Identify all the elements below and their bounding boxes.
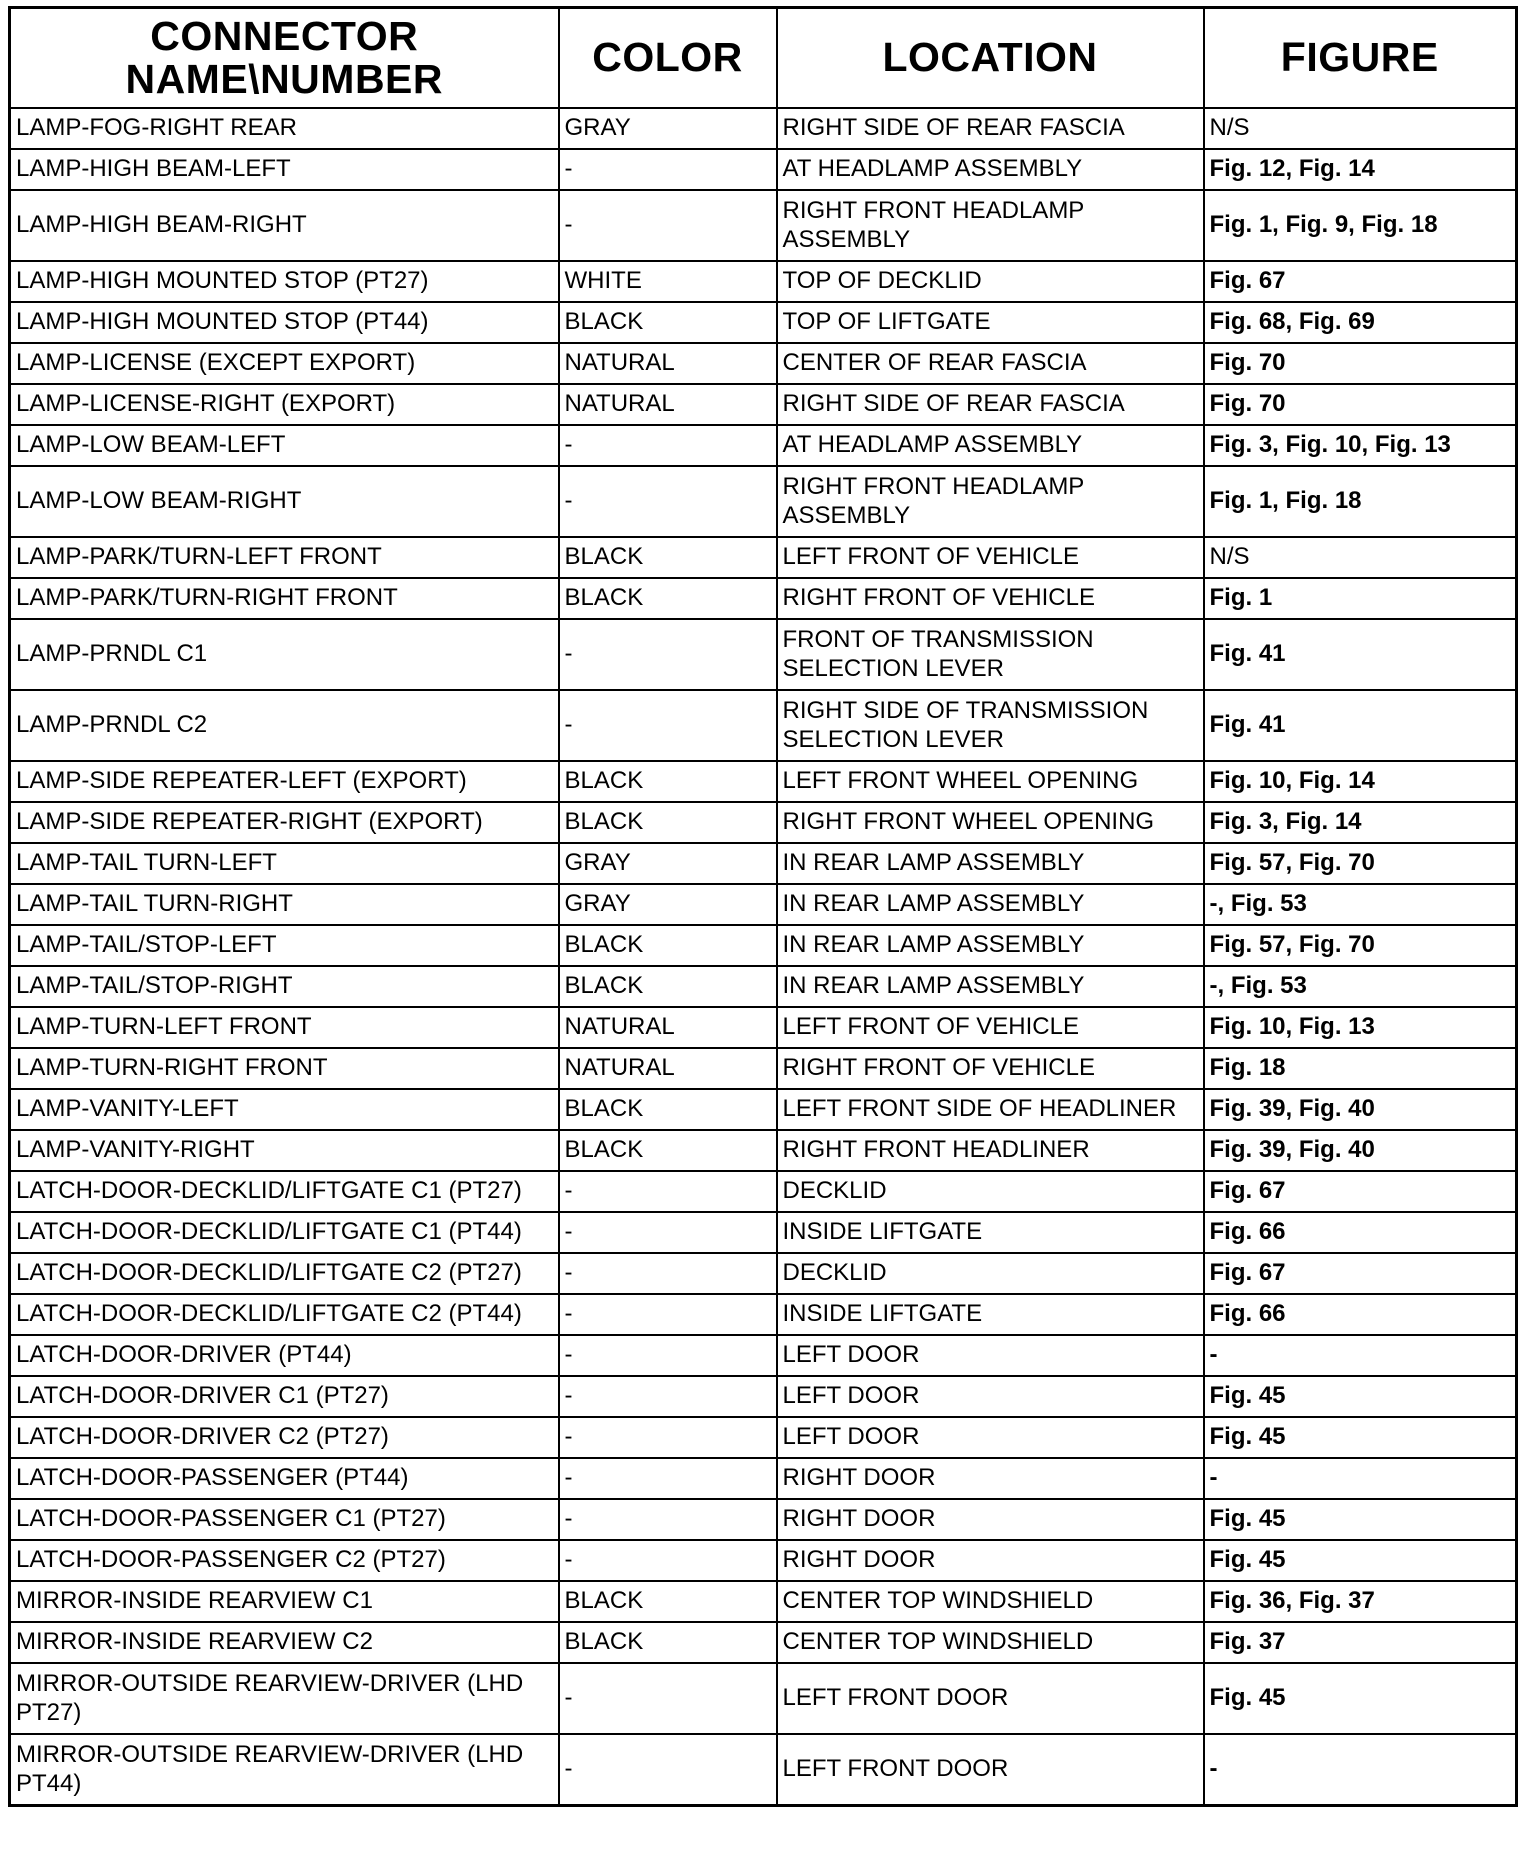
cell-figure: Fig. 1, Fig. 9, Fig. 18 bbox=[1204, 190, 1517, 261]
cell-color: - bbox=[559, 619, 777, 690]
table-row bbox=[10, 261, 1517, 302]
cell-name: LAMP-TAIL/STOP-RIGHT bbox=[10, 966, 559, 1007]
cell-location: FRONT OF TRANSMISSION SELECTION LEVER bbox=[777, 619, 1204, 690]
cell-color: BLACK bbox=[559, 802, 777, 843]
cell-location: RIGHT FRONT WHEEL OPENING bbox=[777, 802, 1204, 843]
table-row bbox=[10, 843, 1517, 884]
header-name-line1: CONNECTOR bbox=[150, 12, 419, 59]
cell-figure: Fig. 66 bbox=[1204, 1212, 1517, 1253]
cell-location: RIGHT SIDE OF TRANSMISSION SELECTION LEVER bbox=[777, 690, 1204, 761]
cell-color: BLACK bbox=[559, 1622, 777, 1663]
cell-name: LAMP-TAIL TURN-RIGHT bbox=[10, 884, 559, 925]
cell-color: - bbox=[559, 425, 777, 466]
cell-name: LATCH-DOOR-DECKLID/LIFTGATE C1 (PT27) bbox=[10, 1171, 559, 1212]
cell-name: LATCH-DOOR-PASSENGER C2 (PT27) bbox=[10, 1540, 559, 1581]
cell-color: - bbox=[559, 1294, 777, 1335]
cell-figure: Fig. 36, Fig. 37 bbox=[1204, 1581, 1517, 1622]
header-name-line2: NAME\NUMBER bbox=[125, 56, 444, 102]
cell-color: - bbox=[559, 1335, 777, 1376]
cell-name: LAMP-LICENSE-RIGHT (EXPORT) bbox=[10, 384, 559, 425]
table-row bbox=[10, 1253, 1517, 1294]
table-row bbox=[10, 1171, 1517, 1212]
table-row bbox=[10, 966, 1517, 1007]
cell-location: INSIDE LIFTGATE bbox=[777, 1294, 1204, 1335]
table-row bbox=[10, 761, 1517, 802]
cell-figure: - bbox=[1204, 1335, 1517, 1376]
cell-figure: Fig. 10, Fig. 13 bbox=[1204, 1007, 1517, 1048]
cell-figure: Fig. 66 bbox=[1204, 1294, 1517, 1335]
table-row bbox=[10, 190, 1517, 261]
table-row bbox=[10, 1458, 1517, 1499]
cell-name: LAMP-PRNDL C2 bbox=[10, 690, 559, 761]
cell-figure: - bbox=[1204, 1458, 1517, 1499]
table-row bbox=[10, 690, 1517, 761]
cell-figure: Fig. 37 bbox=[1204, 1622, 1517, 1663]
cell-name: LATCH-DOOR-PASSENGER C1 (PT27) bbox=[10, 1499, 559, 1540]
cell-name: LAMP-TURN-LEFT FRONT bbox=[10, 1007, 559, 1048]
cell-figure: Fig. 41 bbox=[1204, 619, 1517, 690]
cell-location: AT HEADLAMP ASSEMBLY bbox=[777, 149, 1204, 190]
cell-color: - bbox=[559, 149, 777, 190]
table-row bbox=[10, 1417, 1517, 1458]
cell-figure: Fig. 3, Fig. 14 bbox=[1204, 802, 1517, 843]
cell-color: - bbox=[559, 1499, 777, 1540]
cell-name: LAMP-FOG-RIGHT REAR bbox=[10, 108, 559, 149]
table-row bbox=[10, 1130, 1517, 1171]
cell-figure: N/S bbox=[1204, 108, 1517, 149]
cell-color: BLACK bbox=[559, 537, 777, 578]
table-row bbox=[10, 1007, 1517, 1048]
header-color: COLOR bbox=[559, 8, 777, 109]
table-row bbox=[10, 108, 1517, 149]
cell-location: INSIDE LIFTGATE bbox=[777, 1212, 1204, 1253]
cell-figure: Fig. 1, Fig. 18 bbox=[1204, 466, 1517, 537]
cell-name: LAMP-TAIL TURN-LEFT bbox=[10, 843, 559, 884]
cell-name: LAMP-LICENSE (EXCEPT EXPORT) bbox=[10, 343, 559, 384]
cell-location: LEFT FRONT DOOR bbox=[777, 1663, 1204, 1734]
connector-table bbox=[8, 6, 1518, 1807]
cell-color: - bbox=[559, 1376, 777, 1417]
cell-color: BLACK bbox=[559, 1130, 777, 1171]
cell-color: - bbox=[559, 1734, 777, 1806]
cell-location: RIGHT SIDE OF REAR FASCIA bbox=[777, 384, 1204, 425]
table-row bbox=[10, 343, 1517, 384]
cell-name: LATCH-DOOR-DECKLID/LIFTGATE C1 (PT44) bbox=[10, 1212, 559, 1253]
cell-location: RIGHT DOOR bbox=[777, 1458, 1204, 1499]
header-figure: FIGURE bbox=[1204, 8, 1517, 109]
cell-color: GRAY bbox=[559, 843, 777, 884]
table-row bbox=[10, 537, 1517, 578]
cell-name: LAMP-HIGH BEAM-LEFT bbox=[10, 149, 559, 190]
cell-color: WHITE bbox=[559, 261, 777, 302]
cell-figure: Fig. 45 bbox=[1204, 1376, 1517, 1417]
cell-location: LEFT DOOR bbox=[777, 1376, 1204, 1417]
cell-location: IN REAR LAMP ASSEMBLY bbox=[777, 925, 1204, 966]
cell-name: LAMP-LOW BEAM-LEFT bbox=[10, 425, 559, 466]
cell-figure: Fig. 45 bbox=[1204, 1417, 1517, 1458]
cell-location: LEFT DOOR bbox=[777, 1335, 1204, 1376]
cell-name: LATCH-DOOR-DRIVER C2 (PT27) bbox=[10, 1417, 559, 1458]
connector-table-wrapper bbox=[8, 6, 1518, 1807]
cell-figure: Fig. 12, Fig. 14 bbox=[1204, 149, 1517, 190]
cell-color: GRAY bbox=[559, 108, 777, 149]
cell-location: LEFT FRONT OF VEHICLE bbox=[777, 1007, 1204, 1048]
cell-location: LEFT FRONT SIDE OF HEADLINER bbox=[777, 1089, 1204, 1130]
cell-figure: Fig. 57, Fig. 70 bbox=[1204, 925, 1517, 966]
table-row bbox=[10, 1048, 1517, 1089]
cell-name: LATCH-DOOR-DECKLID/LIFTGATE C2 (PT27) bbox=[10, 1253, 559, 1294]
cell-color: NATURAL bbox=[559, 1007, 777, 1048]
table-row bbox=[10, 1089, 1517, 1130]
table-row bbox=[10, 1581, 1517, 1622]
cell-location: IN REAR LAMP ASSEMBLY bbox=[777, 884, 1204, 925]
cell-color: NATURAL bbox=[559, 343, 777, 384]
cell-figure: Fig. 3, Fig. 10, Fig. 13 bbox=[1204, 425, 1517, 466]
cell-color: BLACK bbox=[559, 1089, 777, 1130]
cell-location: LEFT FRONT DOOR bbox=[777, 1734, 1204, 1806]
cell-color: - bbox=[559, 1171, 777, 1212]
cell-location: RIGHT FRONT HEADLAMP ASSEMBLY bbox=[777, 466, 1204, 537]
table-row bbox=[10, 925, 1517, 966]
cell-figure: N/S bbox=[1204, 537, 1517, 578]
table-row bbox=[10, 384, 1517, 425]
table-row bbox=[10, 1335, 1517, 1376]
cell-figure: - bbox=[1204, 1734, 1517, 1806]
cell-figure: Fig. 41 bbox=[1204, 690, 1517, 761]
cell-figure: Fig. 10, Fig. 14 bbox=[1204, 761, 1517, 802]
cell-figure: -, Fig. 53 bbox=[1204, 966, 1517, 1007]
table-row bbox=[10, 619, 1517, 690]
cell-color: GRAY bbox=[559, 884, 777, 925]
cell-name: LAMP-PARK/TURN-LEFT FRONT bbox=[10, 537, 559, 578]
table-row bbox=[10, 1212, 1517, 1253]
cell-color: - bbox=[559, 1663, 777, 1734]
table-row bbox=[10, 1622, 1517, 1663]
cell-color: - bbox=[559, 1458, 777, 1499]
cell-location: RIGHT DOOR bbox=[777, 1499, 1204, 1540]
table-row bbox=[10, 884, 1517, 925]
cell-figure: Fig. 39, Fig. 40 bbox=[1204, 1130, 1517, 1171]
cell-figure: Fig. 68, Fig. 69 bbox=[1204, 302, 1517, 343]
cell-name: LAMP-TAIL/STOP-LEFT bbox=[10, 925, 559, 966]
header-row bbox=[10, 8, 1517, 109]
cell-color: - bbox=[559, 1540, 777, 1581]
cell-name: LAMP-SIDE REPEATER-LEFT (EXPORT) bbox=[10, 761, 559, 802]
cell-name: LAMP-SIDE REPEATER-RIGHT (EXPORT) bbox=[10, 802, 559, 843]
cell-name: LAMP-PRNDL C1 bbox=[10, 619, 559, 690]
table-row bbox=[10, 1663, 1517, 1734]
cell-figure: Fig. 45 bbox=[1204, 1663, 1517, 1734]
cell-location: LEFT FRONT WHEEL OPENING bbox=[777, 761, 1204, 802]
table-row bbox=[10, 802, 1517, 843]
header-connector-name bbox=[10, 8, 559, 109]
cell-name: LATCH-DOOR-DECKLID/LIFTGATE C2 (PT44) bbox=[10, 1294, 559, 1335]
cell-name: LATCH-DOOR-PASSENGER (PT44) bbox=[10, 1458, 559, 1499]
cell-location: AT HEADLAMP ASSEMBLY bbox=[777, 425, 1204, 466]
cell-location: LEFT FRONT OF VEHICLE bbox=[777, 537, 1204, 578]
table-row bbox=[10, 149, 1517, 190]
cell-name: LATCH-DOOR-DRIVER C1 (PT27) bbox=[10, 1376, 559, 1417]
cell-figure: Fig. 67 bbox=[1204, 1171, 1517, 1212]
table-row bbox=[10, 1376, 1517, 1417]
cell-figure: Fig. 67 bbox=[1204, 261, 1517, 302]
cell-color: BLACK bbox=[559, 302, 777, 343]
header-location: LOCATION bbox=[777, 8, 1204, 109]
cell-location: CENTER TOP WINDSHIELD bbox=[777, 1581, 1204, 1622]
cell-figure: Fig. 45 bbox=[1204, 1540, 1517, 1581]
cell-location: TOP OF DECKLID bbox=[777, 261, 1204, 302]
cell-figure: Fig. 45 bbox=[1204, 1499, 1517, 1540]
cell-name: MIRROR-INSIDE REARVIEW C2 bbox=[10, 1622, 559, 1663]
cell-location: RIGHT SIDE OF REAR FASCIA bbox=[777, 108, 1204, 149]
cell-color: BLACK bbox=[559, 1581, 777, 1622]
cell-name: LAMP-TURN-RIGHT FRONT bbox=[10, 1048, 559, 1089]
cell-color: - bbox=[559, 190, 777, 261]
table-row bbox=[10, 1540, 1517, 1581]
cell-name: LAMP-HIGH BEAM-RIGHT bbox=[10, 190, 559, 261]
table-body bbox=[10, 108, 1517, 1806]
cell-location: RIGHT FRONT OF VEHICLE bbox=[777, 578, 1204, 619]
table-row bbox=[10, 302, 1517, 343]
cell-name: LAMP-VANITY-LEFT bbox=[10, 1089, 559, 1130]
cell-location: RIGHT FRONT HEADLAMP ASSEMBLY bbox=[777, 190, 1204, 261]
cell-color: - bbox=[559, 1253, 777, 1294]
cell-location: RIGHT FRONT OF VEHICLE bbox=[777, 1048, 1204, 1089]
cell-location: CENTER OF REAR FASCIA bbox=[777, 343, 1204, 384]
cell-name: LATCH-DOOR-DRIVER (PT44) bbox=[10, 1335, 559, 1376]
cell-name: LAMP-HIGH MOUNTED STOP (PT27) bbox=[10, 261, 559, 302]
cell-location: DECKLID bbox=[777, 1253, 1204, 1294]
table-row bbox=[10, 578, 1517, 619]
cell-location: IN REAR LAMP ASSEMBLY bbox=[777, 843, 1204, 884]
cell-name: LAMP-VANITY-RIGHT bbox=[10, 1130, 559, 1171]
cell-figure: -, Fig. 53 bbox=[1204, 884, 1517, 925]
cell-name: MIRROR-OUTSIDE REARVIEW-DRIVER (LHD PT27) bbox=[10, 1663, 559, 1734]
cell-color: BLACK bbox=[559, 925, 777, 966]
cell-color: BLACK bbox=[559, 761, 777, 802]
cell-name: MIRROR-OUTSIDE REARVIEW-DRIVER (LHD PT44) bbox=[10, 1734, 559, 1806]
cell-color: - bbox=[559, 1417, 777, 1458]
cell-color: BLACK bbox=[559, 966, 777, 1007]
cell-color: NATURAL bbox=[559, 1048, 777, 1089]
cell-location: IN REAR LAMP ASSEMBLY bbox=[777, 966, 1204, 1007]
cell-color: - bbox=[559, 466, 777, 537]
table-row bbox=[10, 466, 1517, 537]
cell-figure: Fig. 70 bbox=[1204, 343, 1517, 384]
cell-figure: Fig. 70 bbox=[1204, 384, 1517, 425]
cell-location: CENTER TOP WINDSHIELD bbox=[777, 1622, 1204, 1663]
cell-name: LAMP-HIGH MOUNTED STOP (PT44) bbox=[10, 302, 559, 343]
cell-location: RIGHT FRONT HEADLINER bbox=[777, 1130, 1204, 1171]
cell-color: - bbox=[559, 1212, 777, 1253]
cell-figure: Fig. 67 bbox=[1204, 1253, 1517, 1294]
cell-location: TOP OF LIFTGATE bbox=[777, 302, 1204, 343]
cell-figure: Fig. 18 bbox=[1204, 1048, 1517, 1089]
cell-figure: Fig. 39, Fig. 40 bbox=[1204, 1089, 1517, 1130]
cell-location: LEFT DOOR bbox=[777, 1417, 1204, 1458]
cell-name: LAMP-PARK/TURN-RIGHT FRONT bbox=[10, 578, 559, 619]
cell-color: NATURAL bbox=[559, 384, 777, 425]
cell-color: BLACK bbox=[559, 578, 777, 619]
cell-figure: Fig. 57, Fig. 70 bbox=[1204, 843, 1517, 884]
table-row bbox=[10, 425, 1517, 466]
table-row bbox=[10, 1734, 1517, 1806]
cell-name: LAMP-LOW BEAM-RIGHT bbox=[10, 466, 559, 537]
cell-color: - bbox=[559, 690, 777, 761]
cell-figure: Fig. 1 bbox=[1204, 578, 1517, 619]
cell-location: RIGHT DOOR bbox=[777, 1540, 1204, 1581]
table-row bbox=[10, 1294, 1517, 1335]
cell-location: DECKLID bbox=[777, 1171, 1204, 1212]
table-row bbox=[10, 1499, 1517, 1540]
cell-name: MIRROR-INSIDE REARVIEW C1 bbox=[10, 1581, 559, 1622]
